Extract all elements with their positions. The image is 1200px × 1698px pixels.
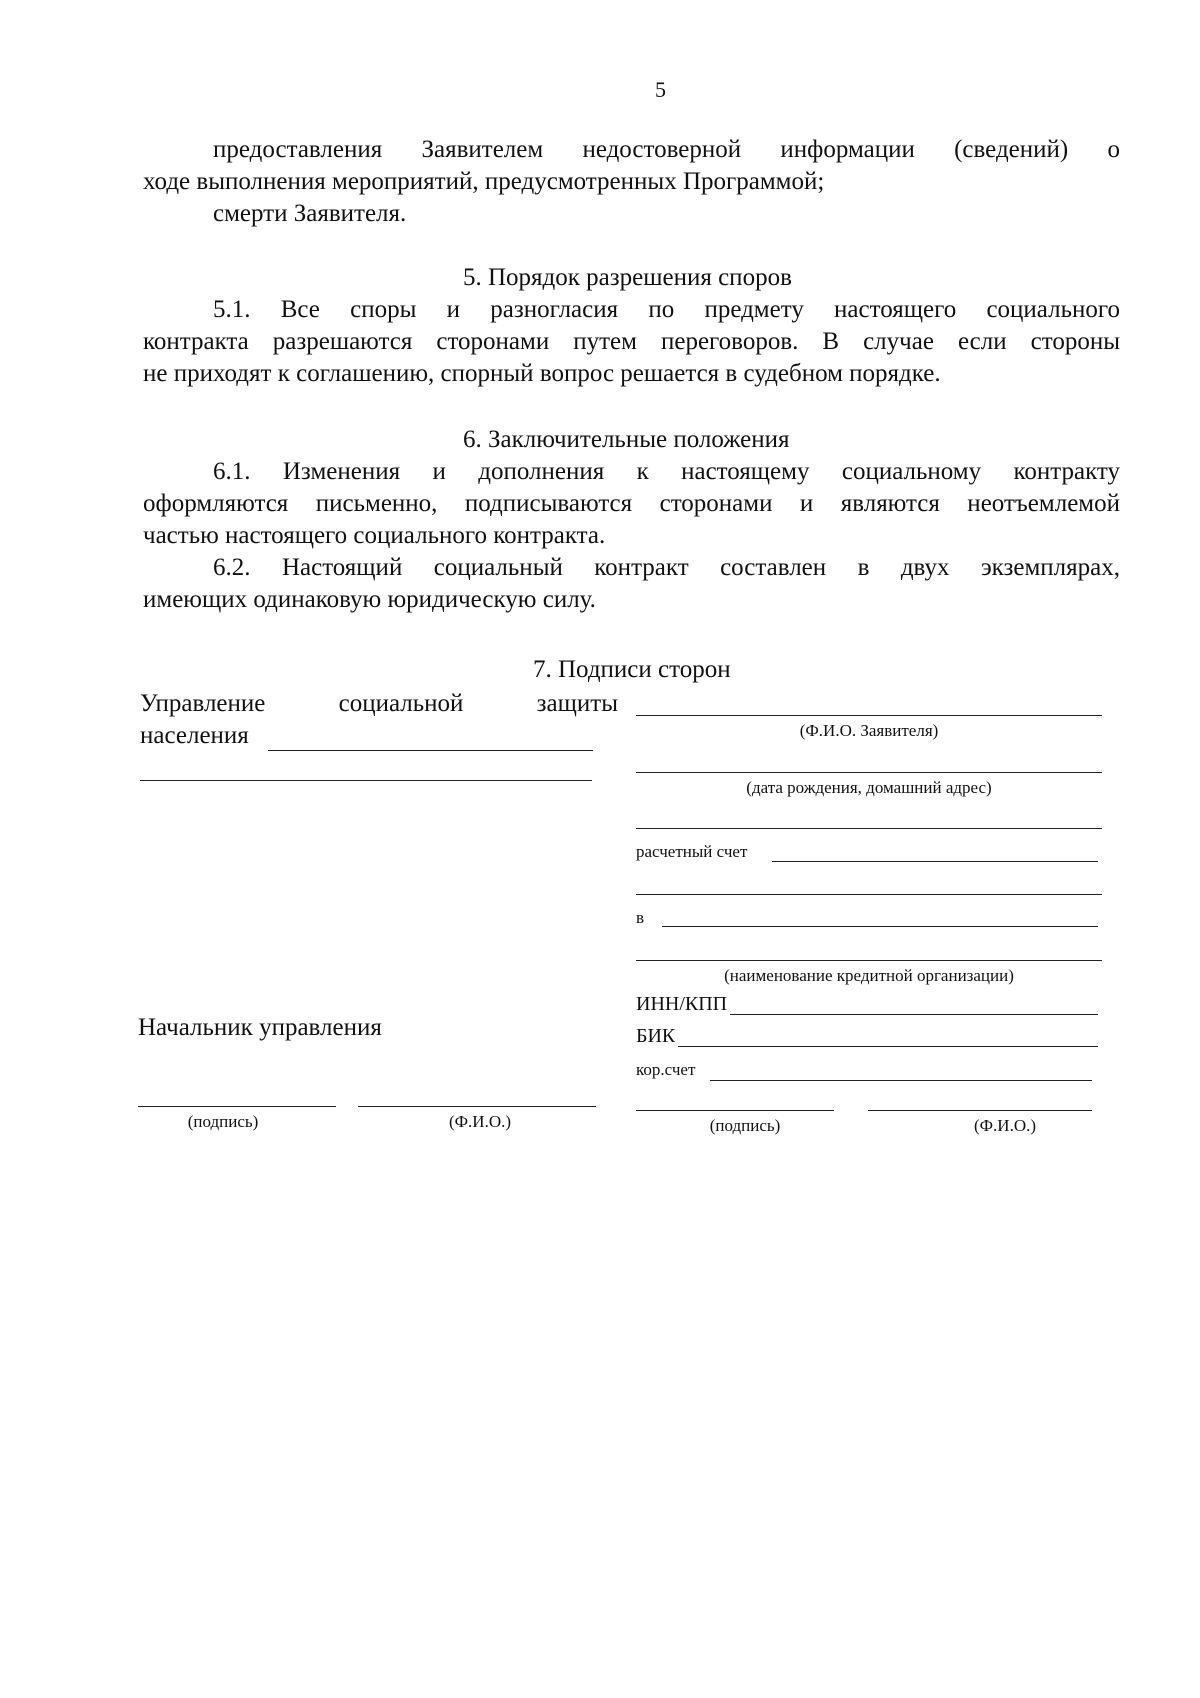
bik-label: БИК	[636, 1025, 676, 1047]
applicant-signature-caption: (подпись)	[709, 1116, 781, 1135]
bank-name-caption: (наименование кредитной организации)	[724, 966, 1014, 985]
bank-in-label: в	[636, 908, 645, 927]
section6-p1-line1: 6.1. Изменения и дополнения к настоящему социальному контракту	[213, 458, 1120, 485]
head-name-caption: (Ф.И.О.)	[448, 1112, 512, 1131]
agency-name-line2: населения	[140, 722, 249, 749]
bik-line[interactable]	[678, 1046, 1098, 1047]
account-line[interactable]	[772, 861, 1098, 862]
applicant-name-caption: (Ф.И.О.)	[973, 1116, 1037, 1135]
section5-p1-line3: не приходят к соглашению, спорный вопрос решается в судебном порядке.	[143, 360, 941, 387]
intro-line-1: предоставления Заявителем недостоверной информации (сведений) о	[213, 136, 1120, 163]
bank-name-line[interactable]	[636, 960, 1102, 961]
section6-p2-line2: имеющих одинаковую юридическую силу.	[143, 586, 596, 613]
applicant-name-line[interactable]	[868, 1110, 1092, 1111]
section7-title: 7. Подписи сторон	[533, 656, 731, 683]
section5-p1-line1: 5.1. Все споры и разногласия по предмету настоящего социального	[213, 296, 1120, 323]
agency-name-fill-line[interactable]	[268, 750, 593, 751]
section6-title: 6. Заключительные положения	[463, 426, 790, 453]
intro-line-3: смерти Заявителя.	[213, 200, 407, 227]
applicant-signature-line[interactable]	[636, 1110, 834, 1111]
section6-p1-line2: оформляются письменно, подписываются сторонами и являются неотъемлемой	[143, 490, 1120, 517]
inn-kpp-label: ИНН/КПП	[636, 993, 728, 1015]
applicant-address-line[interactable]	[636, 828, 1102, 829]
head-name-line[interactable]	[358, 1106, 596, 1107]
section6-p1-line3: частью настоящего социального контракта.	[143, 522, 606, 549]
kor-account-line[interactable]	[710, 1080, 1092, 1081]
kor-account-label: кор.счет	[636, 1060, 696, 1079]
inn-kpp-line[interactable]	[730, 1014, 1098, 1015]
intro-line-2: ходе выполнения мероприятий, предусмотренных Программой;	[143, 168, 825, 195]
section5-title: 5. Порядок разрешения споров	[463, 264, 792, 291]
account-label: расчетный счет	[636, 842, 748, 861]
applicant-fio-line[interactable]	[636, 715, 1102, 716]
page-number: 5	[655, 77, 666, 102]
bank-line[interactable]	[662, 926, 1098, 927]
head-signature-line[interactable]	[138, 1106, 336, 1107]
applicant-birth-line[interactable]	[636, 772, 1102, 773]
applicant-birth-caption: (дата рождения, домашний адрес)	[746, 778, 992, 797]
head-signature-caption: (подпись)	[187, 1112, 259, 1131]
head-of-department-label: Начальник управления	[138, 1014, 382, 1041]
applicant-fio-caption: (Ф.И.О. Заявителя)	[799, 721, 939, 740]
agency-extra-line[interactable]	[140, 780, 592, 781]
section6-p2-line1: 6.2. Настоящий социальный контракт составлен в двух экземплярах,	[213, 554, 1120, 581]
agency-name-line1: Управление социальной защиты	[140, 690, 618, 717]
account-extra-line[interactable]	[636, 894, 1102, 895]
section5-p1-line2: контракта разрешаются сторонами путем переговоров. В случае если стороны	[143, 328, 1120, 355]
